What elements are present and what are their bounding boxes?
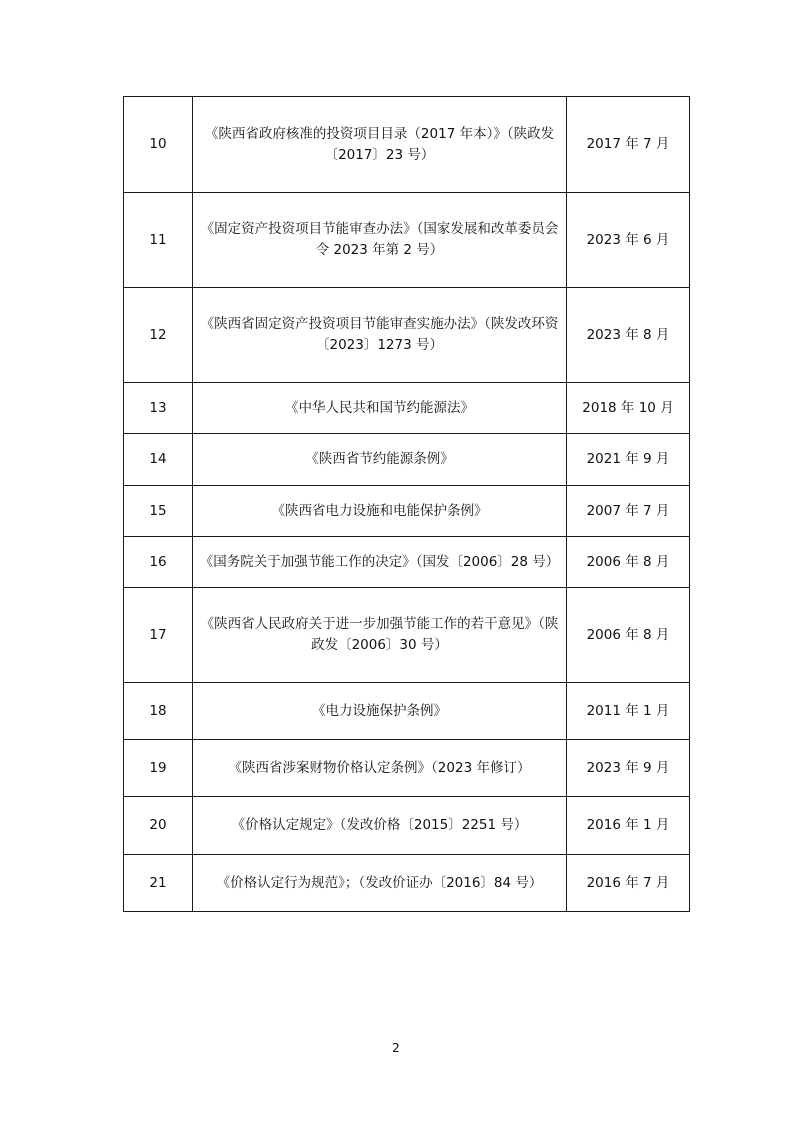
table-row bbox=[124, 434, 690, 486]
row-number: 12 bbox=[124, 288, 193, 383]
row-number: 20 bbox=[124, 797, 193, 855]
effective-date: 2021 年 9 月 bbox=[567, 434, 690, 486]
effective-date: 2006 年 8 月 bbox=[567, 588, 690, 683]
regulation-title: 《国务院关于加强节能工作的决定》（国发〔2006〕28 号） bbox=[193, 537, 567, 588]
effective-date: 2017 年 7 月 bbox=[567, 97, 690, 193]
table-row bbox=[124, 486, 690, 537]
row-number: 10 bbox=[124, 97, 193, 193]
effective-date: 2007 年 7 月 bbox=[567, 486, 690, 537]
effective-date: 2018 年 10 月 bbox=[567, 383, 690, 434]
page-number: 2 bbox=[392, 1041, 400, 1055]
row-number: 16 bbox=[124, 537, 193, 588]
regulations-table bbox=[123, 96, 690, 912]
row-number: 13 bbox=[124, 383, 193, 434]
table-row bbox=[124, 97, 690, 193]
row-number: 15 bbox=[124, 486, 193, 537]
effective-date: 2006 年 8 月 bbox=[567, 537, 690, 588]
row-number: 11 bbox=[124, 193, 193, 288]
table-row bbox=[124, 797, 690, 855]
row-number: 14 bbox=[124, 434, 193, 486]
row-number: 18 bbox=[124, 683, 193, 740]
effective-date: 2016 年 1 月 bbox=[567, 797, 690, 855]
table-row bbox=[124, 537, 690, 588]
regulation-title: 《价格认定行为规范》；（发改价证办〔2016〕84 号） bbox=[193, 855, 567, 912]
regulation-title: 《陕西省涉案财物价格认定条例》（2023 年修订） bbox=[193, 740, 567, 797]
regulation-title: 《固定资产投资项目节能审查办法》（国家发展和改革委员会令 2023 年第 2 号） bbox=[193, 193, 567, 288]
table-row bbox=[124, 288, 690, 383]
regulation-title: 《陕西省节约能源条例》 bbox=[193, 434, 567, 486]
table-row bbox=[124, 855, 690, 912]
row-number: 21 bbox=[124, 855, 193, 912]
effective-date: 2011 年 1 月 bbox=[567, 683, 690, 740]
regulation-title: 《陕西省固定资产投资项目节能审查实施办法》（陕发改环资〔2023〕1273 号） bbox=[193, 288, 567, 383]
table-row bbox=[124, 193, 690, 288]
regulation-title: 《陕西省政府核准的投资项目目录（2017 年本）》（陕政发〔2017〕23 号） bbox=[193, 97, 567, 193]
table-row bbox=[124, 383, 690, 434]
regulation-title: 《陕西省电力设施和电能保护条例》 bbox=[193, 486, 567, 537]
regulation-title: 《价格认定规定》（发改价格〔2015〕2251 号） bbox=[193, 797, 567, 855]
table-row bbox=[124, 588, 690, 683]
effective-date: 2016 年 7 月 bbox=[567, 855, 690, 912]
effective-date: 2023 年 6 月 bbox=[567, 193, 690, 288]
table-row bbox=[124, 740, 690, 797]
effective-date: 2023 年 8 月 bbox=[567, 288, 690, 383]
row-number: 19 bbox=[124, 740, 193, 797]
table-row bbox=[124, 683, 690, 740]
regulation-title: 《电力设施保护条例》 bbox=[193, 683, 567, 740]
regulation-title: 《中华人民共和国节约能源法》 bbox=[193, 383, 567, 434]
regulation-title: 《陕西省人民政府关于进一步加强节能工作的若干意见》（陕政发〔2006〕30 号） bbox=[193, 588, 567, 683]
effective-date: 2023 年 9 月 bbox=[567, 740, 690, 797]
row-number: 17 bbox=[124, 588, 193, 683]
